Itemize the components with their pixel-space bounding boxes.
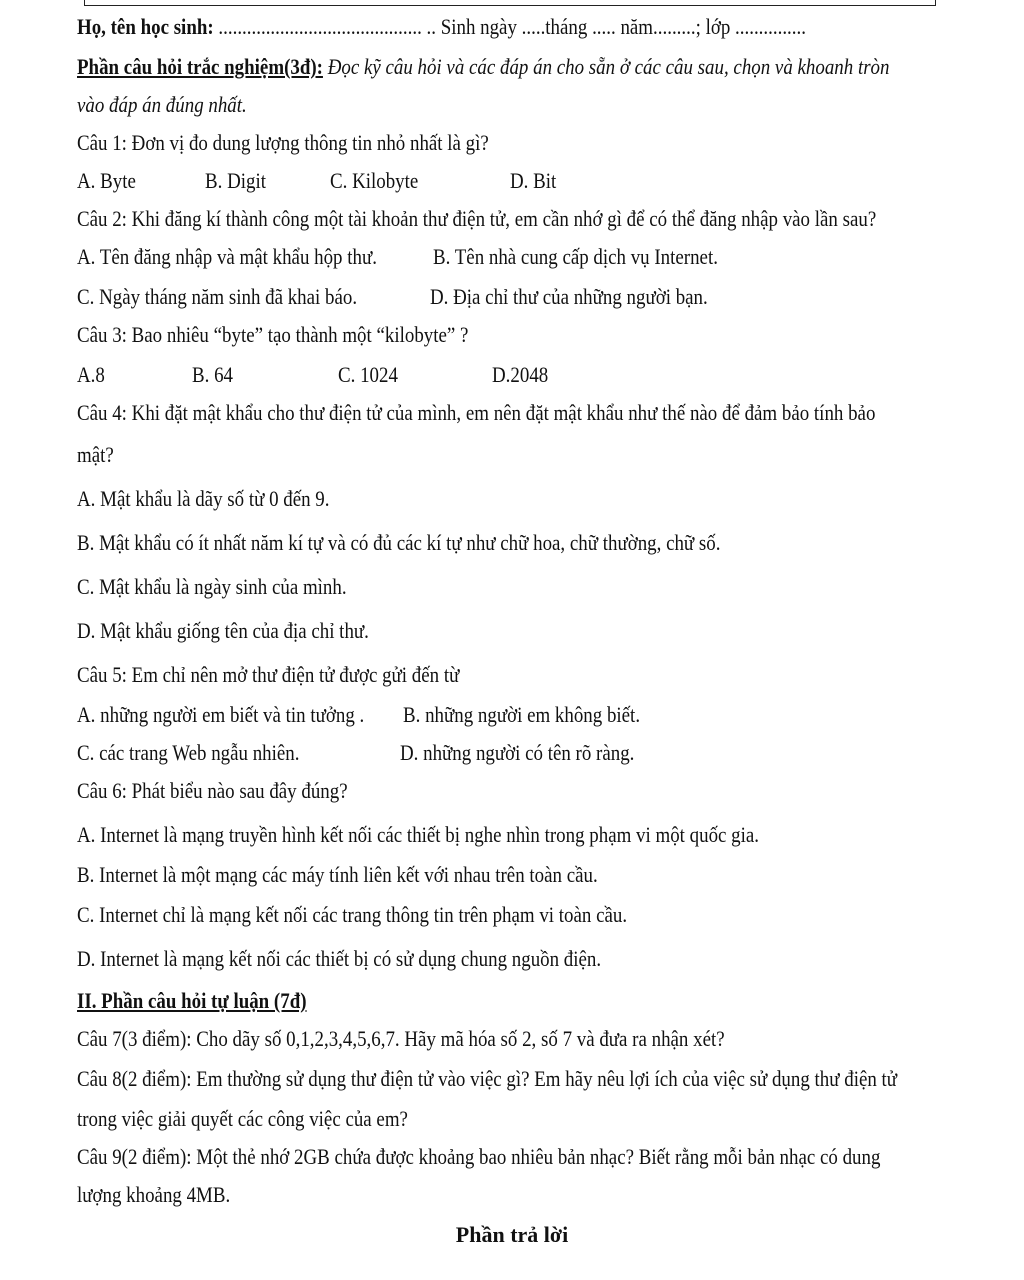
q1-option-a: A. Byte: [77, 168, 136, 193]
q3-option-b: B. 64: [192, 362, 234, 387]
q2-option-d: D. Địa chỉ thư của những người bạn.: [430, 284, 708, 309]
q6-option-d: D. Internet là mạng kết nối các thiết bị có sử dụng chung nguồn điện.: [77, 946, 602, 971]
q4-question-cont: mật?: [77, 442, 114, 467]
part1-instruction-cont: vào đáp án đúng nhất.: [77, 92, 247, 117]
name-label: Họ, tên học sinh:: [77, 14, 214, 39]
q9-question: Câu 9(2 điểm): Một thẻ nhớ 2GB chứa được khoảng bao nhiêu bản nhạc? Biết rằng mỗi bản nhạc có dung: [77, 1144, 881, 1169]
q1-option-d: D. Bit: [510, 168, 557, 193]
q2-question: Câu 2: Khi đăng kí thành công một tài khoản thư điện tử, em cần nhớ gì để có thể đăng nhập vào lần sau?: [77, 206, 877, 231]
part1-title: Phần câu hỏi trắc nghiệm(3đ):: [77, 54, 323, 79]
part2-title: II. Phần câu hỏi tự luận (7đ): [77, 988, 307, 1013]
q5-option-b: B. những người em không biết.: [403, 702, 641, 727]
q5-question: Câu 5: Em chỉ nên mở thư điện tử được gửi đến từ: [77, 662, 460, 687]
q3-option-c: C. 1024: [338, 362, 398, 387]
part1-instruction: Đọc kỹ câu hỏi và các đáp án cho sẵn ở các câu sau, chọn và khoanh tròn: [327, 54, 890, 79]
q1-question: Câu 1: Đơn vị đo dung lượng thông tin nhỏ nhất là gì?: [77, 130, 489, 155]
name-blank: ........................................... ..: [218, 14, 436, 39]
q1-option-b: B. Digit: [205, 168, 266, 193]
q5-option-d: D. những người có tên rõ ràng.: [400, 740, 635, 765]
q7-question: Câu 7(3 điểm): Cho dãy số 0,1,2,3,4,5,6,7. Hãy mã hóa số 2, số 7 và đưa ra nhận xét?: [77, 1026, 725, 1051]
q1-option-c: C. Kilobyte: [330, 168, 419, 193]
q4-option-a: A. Mật khẩu là dãy số từ 0 đến 9.: [77, 486, 330, 511]
q9-question-cont: lượng khoảng 4MB.: [77, 1182, 231, 1207]
q4-option-b: B. Mật khẩu có ít nhất năm kí tự và có đủ các kí tự như chữ hoa, chữ thường, chữ số.: [77, 530, 721, 555]
q6-option-a: A. Internet là mạng truyền hình kết nối các thiết bị nghe nhìn trong phạm vi một quốc gia.: [77, 822, 760, 847]
q4-option-c: C. Mật khẩu là ngày sinh của mình.: [77, 574, 347, 599]
q4-question: Câu 4: Khi đặt mật khẩu cho thư điện tử của mình, em nên đặt mật khẩu như thế nào để đảm bảo tính bảo: [77, 400, 876, 425]
q3-question: Câu 3: Bao nhiêu “byte” tạo thành một “kilobyte” ?: [77, 322, 469, 347]
dob-class-blank: Sinh ngày .....tháng ..... năm.........; lớp ...............: [440, 14, 806, 39]
student-info-line: [77, 14, 806, 40]
q8-question-cont: trong việc giải quyết các công việc của em?: [77, 1106, 408, 1131]
q5-option-a: A. những người em biết và tin tưởng .: [77, 702, 365, 727]
part1-heading: [77, 54, 889, 80]
q4-option-d: D. Mật khẩu giống tên của địa chỉ thư.: [77, 618, 369, 643]
q2-option-b: B. Tên nhà cung cấp dịch vụ Internet.: [433, 244, 718, 269]
q6-question: Câu 6: Phát biểu nào sau đây đúng?: [77, 778, 348, 803]
q5-option-c: C. các trang Web ngẫu nhiên.: [77, 740, 300, 765]
q3-option-d: D.2048: [492, 362, 549, 387]
q8-question: Câu 8(2 điểm): Em thường sử dụng thư điện tử vào việc gì? Em hãy nêu lợi ích của việc sử dụng thư điện tử: [77, 1066, 898, 1091]
answer-section-title: Phần trả lời: [455, 1222, 569, 1247]
q2-option-a: A. Tên đăng nhập và mật khẩu hộp thư.: [77, 244, 377, 269]
q3-option-a: A.8: [77, 362, 105, 387]
q6-option-c: C. Internet chỉ là mạng kết nối các trang thông tin trên phạm vi toàn cầu.: [77, 902, 628, 927]
q2-option-c: C. Ngày tháng năm sinh đã khai báo.: [77, 284, 358, 309]
q6-option-b: B. Internet là một mạng các máy tính liên kết với nhau trên toàn cầu.: [77, 862, 598, 887]
